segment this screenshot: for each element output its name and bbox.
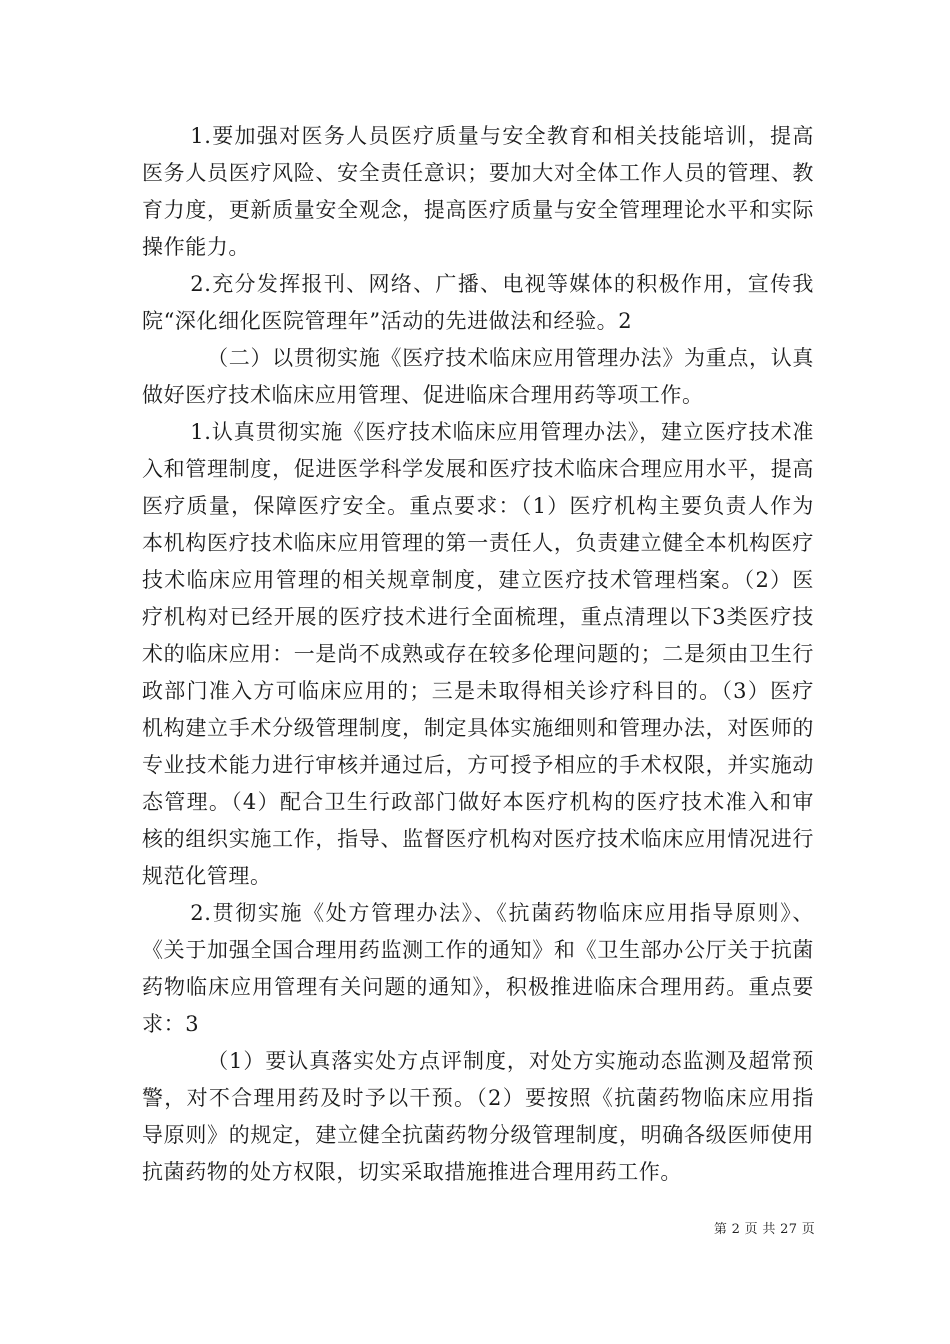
paragraph-1: 1.要加强对医务人员医疗质量与安全教育和相关技能培训，提高医务人员医疗风险、安全责任意识；要加大对全体工作人员的管理、教育力度，更新质量安全观念，提高医疗质量与安全管理理论水平和实际操作能力。	[142, 124, 814, 259]
page-number: 第 2 页 共 27 页	[713, 1222, 815, 1237]
paragraph-3: 1.认真贯彻实施《医疗技术临床应用管理办法》，建立医疗技术准入和管理制度，促进医学科学发展和医疗技术临床合理应用水平，提高医疗质量，保障医疗安全。重点要求：（1）医疗机构主要负责人作为本机构医疗技术临床应用管理的第一责任人，负责建立健全本机构医疗技术临床应用管理的相关规章制度，建立医疗技术管理档案。（2）医疗机构对已经开展的医疗技术进行全面梳理，重点清理以下3类医疗技术的临床应用：一是尚不成熟或存在较多伦理问题的；二是须由卫生行政部门准入方可临床应用的；三是未取得相关诊疗科目的。（3）医疗机构建立手术分级管理制度，制定具体实施细则和管理办法，对医师的专业技术能力进行审核并通过后，方可授予相应的手术权限，并实施动态管理。（4）配合卫生行政部门做好本医疗机构的医疗技术准入和审核的组织实施工作，指导、监督医疗机构对医疗技术临床应用情况进行规范化管理。	[142, 420, 814, 888]
paragraph-5: （1）要认真落实处方点评制度，对处方实施动态监测及超常预警，对不合理用药及时予以干预。（2）要按照《抗菌药物临床应用指导原则》的规定，建立健全抗菌药物分级管理制度，明确各级医师使用抗菌药物的处方权限，切实采取措施推进合理用药工作。	[142, 1049, 814, 1184]
document-body	[142, 118, 814, 1191]
paragraph-2: 2.充分发挥报刊、网络、广播、电视等媒体的积极作用，宣传我院“深化细化医院管理年”活动的先进做法和经验。2	[142, 272, 814, 333]
paragraph-4: 2.贯彻实施《处方管理办法》、《抗菌药物临床应用指导原则》、《关于加强全国合理用药监测工作的通知》和《卫生部办公厅关于抗菌药物临床应用管理有关问题的通知》，积极推进临床合理用药。重点要求：3	[142, 901, 814, 1036]
section-heading-2: （二）以贯彻实施《医疗技术临床应用管理办法》为重点，认真做好医疗技术临床应用管理、促进临床合理用药等项工作。	[142, 346, 814, 407]
